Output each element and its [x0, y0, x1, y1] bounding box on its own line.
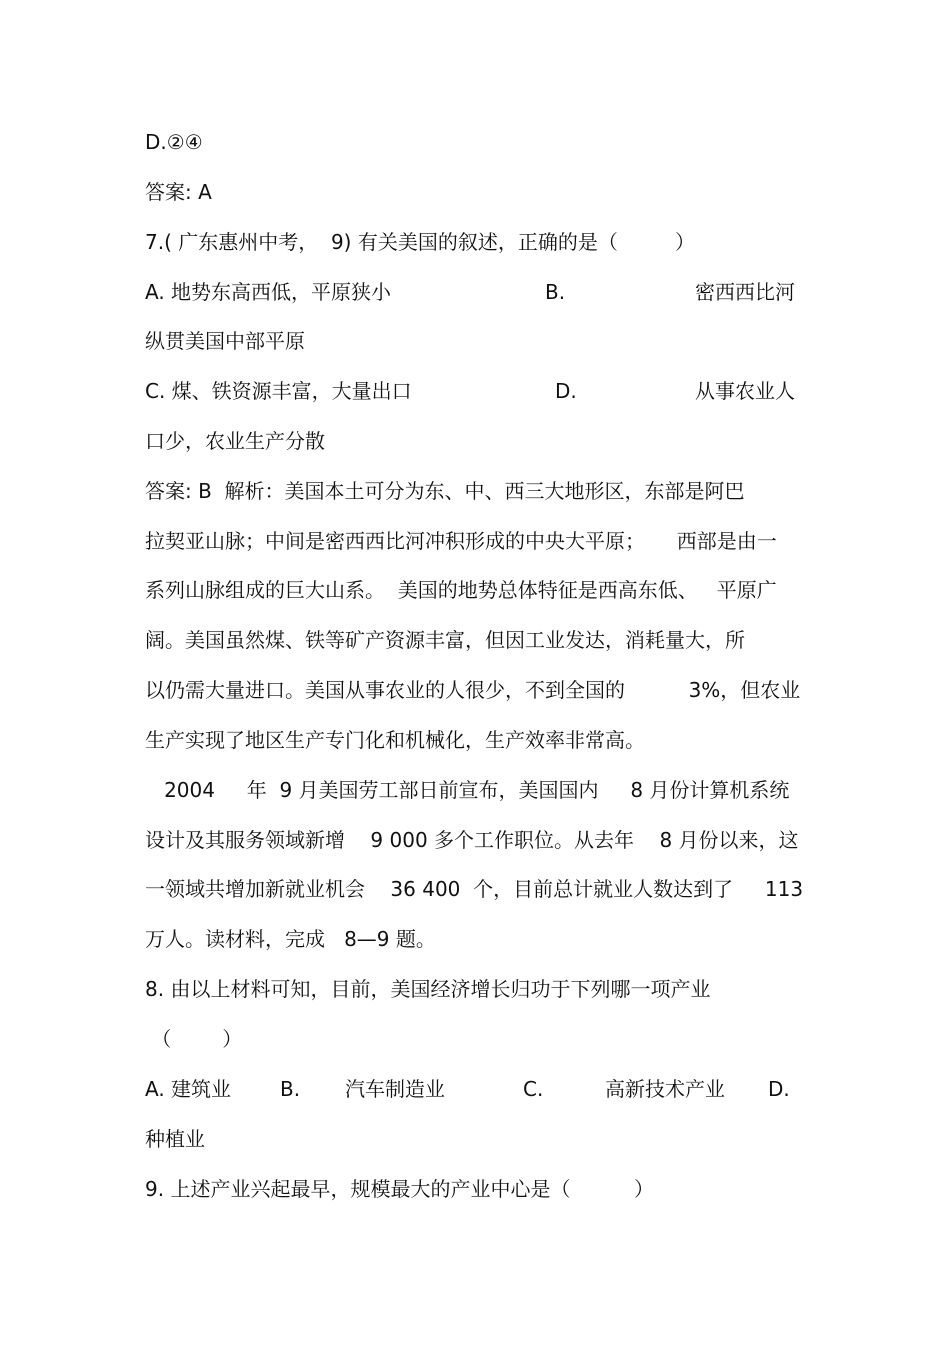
prev-answer: 答案: A — [145, 180, 212, 204]
q7-answer-line-2: 拉契亚山脉；中间是密西西比河冲积形成的中央大平原； 西部是由一 — [145, 529, 777, 553]
q8-options-row — [145, 1074, 805, 1104]
material-line-1: 2004 年 9 月美国劳工部日前宣布，美国国内 8 月份计算机系统 — [145, 778, 790, 802]
q8-option-c-label: C. — [523, 1077, 544, 1101]
q7-option-d-continued: 口少，农业生产分散 — [145, 429, 325, 453]
q8-option-d-text: 种植业 — [145, 1127, 205, 1151]
q7-option-a: A. 地势东高西低，平原狭小 — [145, 280, 392, 304]
q7-stem: 7.( 广东惠州中考， 9) 有关美国的叙述，正确的是（ ） — [145, 230, 696, 254]
q7-option-c: C. 煤、铁资源丰富，大量出口 — [145, 379, 412, 403]
q7-options-row-2 — [145, 376, 805, 406]
q8-option-b-label: B. — [280, 1077, 301, 1101]
q9-stem: 9. 上述产业兴起最早，规模最大的产业中心是（ ） — [145, 1177, 655, 1201]
q7-option-d-label: D. — [555, 379, 577, 403]
q8-option-b-text: 汽车制造业 — [345, 1077, 445, 1101]
prev-option-d: D.②④ — [145, 130, 203, 154]
q7-option-d-text: 从事农业人 — [695, 379, 795, 403]
material-line-2: 设计及其服务领域新增 9 000 多个工作职位。从去年 8 月份以来，这 — [145, 828, 799, 852]
q8-option-c-text: 高新技术产业 — [605, 1077, 725, 1101]
q8-option-d-label: D. — [768, 1077, 790, 1101]
q7-answer-line-1: 答案: B 解析：美国本土可分为东、中、西三大地形区，东部是阿巴 — [145, 479, 745, 503]
q7-answer-line-3: 系列山脉组成的巨大山系。 美国的地势总体特征是西高东低、 平原广 — [145, 578, 777, 602]
material-line-4: 万人。读材料，完成 8—9 题。 — [145, 927, 436, 951]
q7-option-b-text: 密西西比河 — [695, 280, 795, 304]
q7-answer-line-4: 阔。美国虽然煤、铁等矿产资源丰富，但因工业发达，消耗量大，所 — [145, 628, 745, 652]
q7-answer-line-5: 以仍需大量进口。美国从事农业的人很少，不到全国的 3%，但农业 — [145, 678, 801, 702]
q7-options-row-1 — [145, 277, 805, 307]
q8-answer-paren: （ ） — [145, 1027, 243, 1051]
q8-stem: 8. 由以上材料可知，目前，美国经济增长归功于下列哪一项产业 — [145, 977, 711, 1001]
q7-option-b-continued: 纵贯美国中部平原 — [145, 329, 305, 353]
material-line-3: 一领域共增加新就业机会 36 400 个，目前总计就业人数达到了 113 — [145, 877, 804, 901]
q8-option-a: A. 建筑业 — [145, 1077, 232, 1101]
q7-answer-line-6: 生产实现了地区生产专门化和机械化，生产效率非常高。 — [145, 728, 645, 752]
q7-option-b-label: B. — [545, 280, 566, 304]
